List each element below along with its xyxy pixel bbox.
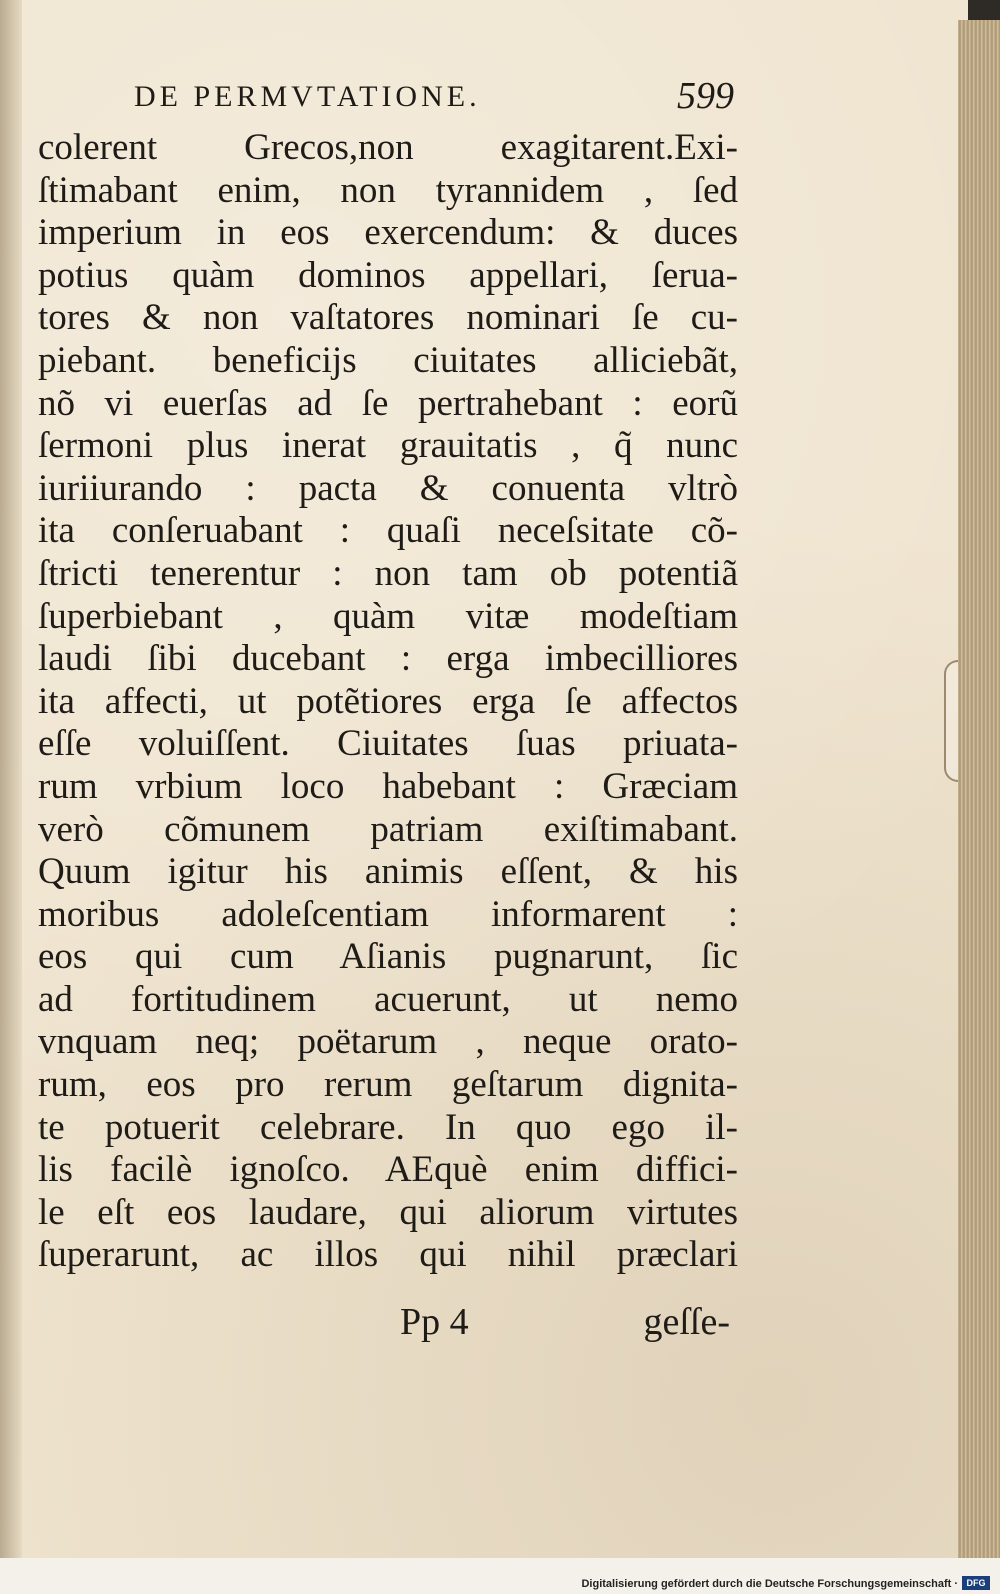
text-line: ſermoni plus inerat grauitatis , q̃ nunc: [38, 425, 738, 467]
text-line: ſtimabant enim, non tyrannidem , ſed: [38, 169, 738, 211]
text-line: eſſe voluiſſent. Ciuitates ſuas priuata-: [38, 723, 738, 765]
text-line: lis facilè ignoſco. AEquè enim diffici-: [38, 1149, 738, 1191]
text-line: piebant. beneficijs ciuitates alliciebãt,: [38, 339, 738, 381]
text-line: iuriiurando : pacta & conuenta vltrò: [38, 467, 738, 509]
page-gutter: [0, 0, 22, 1558]
text-line: moribus adoleſcentiam informarent :: [38, 893, 738, 935]
page-footer: [400, 1300, 730, 1350]
text-line: imperium in eos exercendum: & duces: [38, 212, 738, 254]
book-fore-edge: [958, 20, 1000, 1560]
body-text: [38, 127, 738, 1277]
text-line: le eſt eos laudare, qui aliorum virtutes: [38, 1191, 738, 1233]
catchword: geſſe-: [643, 1301, 730, 1343]
text-line: tores & non vaſtatores nominari ſe cu-: [38, 297, 738, 339]
text-line: te potuerit celebrare. In quo ego il-: [38, 1106, 738, 1148]
text-line: nõ vi euerſas ad ſe pertrahebant : eorũ: [38, 382, 738, 424]
text-line: rum, eos pro rerum geſtarum dignita-: [38, 1064, 738, 1106]
page-number: 599: [677, 75, 734, 117]
text-line: ſuperarunt, ac illos qui nihil præclari: [38, 1234, 738, 1276]
text-line: eos qui cum Aſianis pugnarunt, ſic: [38, 936, 738, 978]
text-line: colerent Grecos,non exagitarent.Exi-: [38, 127, 738, 168]
running-title: DE PERMVTATIONE.: [134, 80, 481, 113]
text-line: potius quàm dominos appellari, ſerua-: [38, 254, 738, 296]
text-line: vnquam neq; poëtarum , neque orato-: [38, 1021, 738, 1063]
text-line: laudi ſibi ducebant : erga imbecilliores: [38, 638, 738, 680]
funding-credit: Digitalisierung gefördert durch die Deutsche Forschungsgemeinschaft ·: [581, 1578, 958, 1590]
signature-mark: Pp 4: [400, 1301, 469, 1343]
text-line: Quum igitur his animis eſſent, & his: [38, 851, 738, 893]
text-line: ad fortitudinem acuerunt, ut nemo: [38, 978, 738, 1020]
text-line: ſuperbiebant , quàm vitæ modeſtiam: [38, 595, 738, 637]
page-header: [134, 74, 734, 124]
text-line: ſtricti tenerentur : non tam ob potentiã: [38, 552, 738, 594]
text-line: ita conſeruabant : quaſi neceſsitate cõ-: [38, 510, 738, 552]
text-line: rum vrbium loco habebant : Græciam: [38, 765, 738, 807]
text-line: verò cõmunem patriam exiſtimabant.: [38, 808, 738, 850]
text-line: ita affecti, ut potẽtiores erga ſe affectos: [38, 680, 738, 722]
dfg-logo: DFG: [962, 1576, 990, 1590]
